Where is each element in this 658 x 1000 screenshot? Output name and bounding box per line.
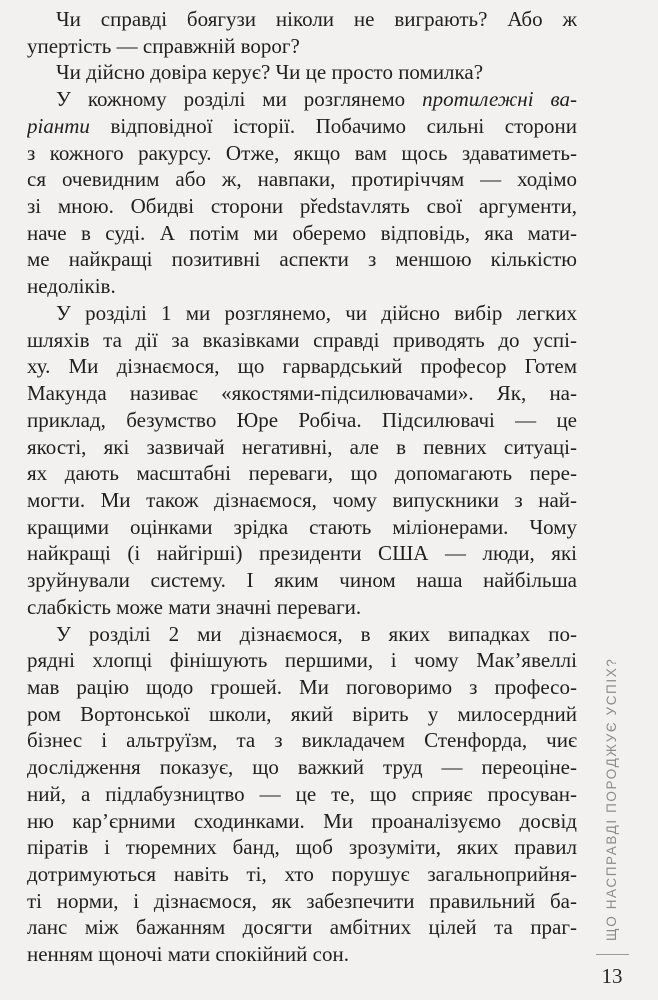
text-line: бізнес і альтруїзм, та з викладачем Стенфорда, чиє [27,728,577,753]
text-line: У розділі 2 ми дізнаємося, в яких випадках по- [56,621,577,646]
text-line: ром Вортонської школи, який вірить у милосердний [27,701,577,726]
text-line: Макунда називає «якостями-підсилювачами». Як, на- [27,381,577,406]
text-line: ях дають масштабні переваги, що допомагають пере- [27,461,577,486]
text-line: ний, а підлабузництво — це те, що сприяє просуван- [27,781,577,806]
text-line: могти. Ми також дізнаємося, чому випускники з най- [27,487,577,512]
paragraph [27,6,577,59]
text-line: Чи дійсно довіра керує? Чи це просто помилка? [56,60,484,85]
text-line: дотримуються навіть ті, хто порушує загальноприйня- [27,862,577,886]
italic-text: протилежні ва- [422,87,577,112]
text-line: шляхів та дії за вказівками справді приводять до успі- [27,327,577,352]
text-line: ланс між бажанням досягти амбітних цілей та праг- [27,915,577,940]
text-line: зруйнували систему. І яким чином наша найбільша [27,568,577,593]
paragraph [27,621,577,968]
text-line: ті норми, і дізнаємося, як забезпечити правильний ба- [27,888,577,913]
text-line: зі мною. Обидві сторони představлять свої аргументи, [27,194,577,219]
text-line: дослідження показує, що важкий труд — переоціне- [27,755,577,780]
text-line: мав рацію щодо грошей. Ми поговоримо з професо- [27,674,577,699]
text-line: недоліків. [27,274,116,299]
italic-text: ріанти [27,113,90,138]
paragraph [27,59,577,86]
page-number: 13 [601,964,623,988]
footer-divider [596,954,629,955]
text-line: ню кар’єрними сходинками. Ми проаналізуємо досвід [27,808,577,833]
text-line: ненням щоночі мати спокійний сон. [27,942,349,967]
paragraph [27,300,577,621]
text-line: наче в суді. А потім ми оберемо відповідь, яка мати- [27,220,577,245]
text-line: рядні хлопці фінішують першими, і чому Мак’явеллі [27,648,577,673]
text-line: ме найкращі позитивні аспекти з меншою кількістю [27,247,577,272]
text-line: упертість — справжній ворог? [27,33,300,58]
text-line: У розділі 1 ми розглянемо, чи дійсно вибір легких [56,300,577,325]
text-line: кращими оцінками зрідка стають міліонерами. Чому [27,514,577,539]
text-line: піратів і тюремних банд, щоб зрозуміти, яких правил [27,835,577,860]
text-line: приклад, безумство Юре Робіча. Підсилювачі — це [27,407,577,432]
text-line: Чи справді боягузи ніколи не виграють? Або ж [56,7,577,31]
text-line: з кожного ракурсу. Отже, якщо вам щось здаватиметь- [27,140,577,165]
text-line: ся очевидним або ж, навпаки, протиріччям — ходімо [27,167,577,192]
text-line: найкращі (і найгірші) президенти США — люди, які [27,541,577,566]
text-line: слабкість може мати значні переваги. [27,594,362,619]
paragraph [27,86,577,300]
text-line: У кожному розділі ми розглянемо протилежні ва- [56,87,577,112]
text-line: ріанти відповідної історії. Побачимо сильні сторони [27,113,577,138]
running-title-vertical: ЩО НАСПРАВДІ ПОРОДЖУЄ УСПІХ? [604,657,619,941]
text-line: якості, які зазвичай негативні, але в певних ситуаці- [27,434,577,459]
body-text [27,6,577,968]
text-line: ху. Ми дізнаємося, що гарвардський професор Готем [27,354,577,379]
